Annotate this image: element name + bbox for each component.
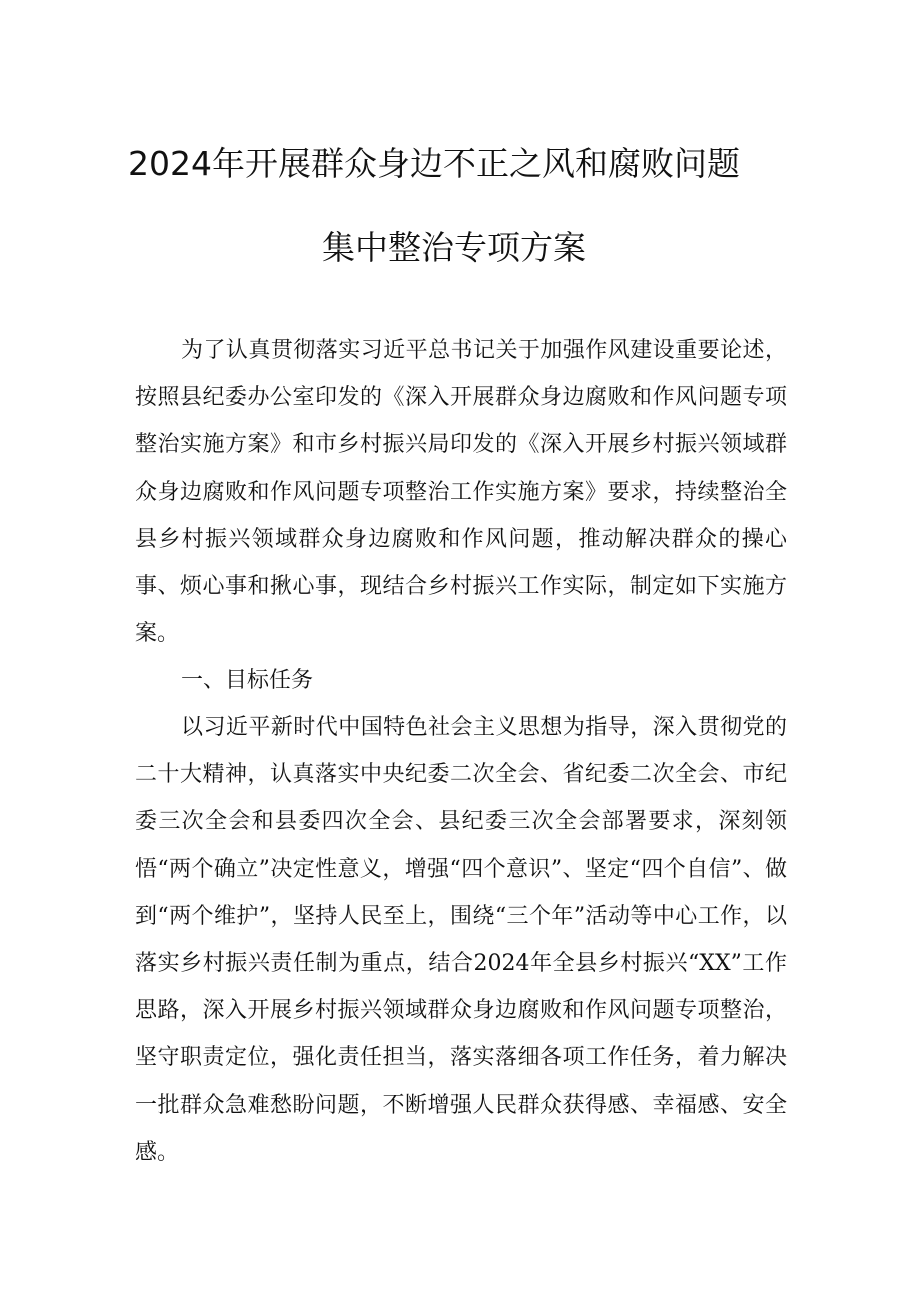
document-title-line-1: 2024年开展群众身边不正之风和腐败问题 <box>128 144 740 183</box>
intro-paragraph: 为了认真贯彻落实习近平总书记关于加强作风建设重要论述，按照县纪委办公室印发的《深入开展群众身边腐败和作风问题专项整治实施方案》和市乡村振兴局印发的《深入开展乡村振兴领域群众身边腐败和作风问题专项整治工作实施方案》要求，持续整治全县乡村振兴领域群众身边腐败和作风问题，推动解决群众的操心事、烦心事和揪心事，现结合乡村振兴工作实际，制定如下实施方案。 <box>135 338 787 647</box>
document-title-line-2: 集中整治专项方案 <box>322 228 586 267</box>
section-heading-goals: 一、目标任务 <box>181 668 314 693</box>
goals-paragraph: 以习近平新时代中国特色社会主义思想为指导，深入贯彻党的二十大精神，认真落实中央纪委二次全会、省纪委二次全会、市纪委三次全会和县委四次全会、县纪委三次全会部署要求，深刻领悟“两个确立”决定性意义，增强“四个意识”、坚定“四个自信”、做到“两个维护”，坚持人民至上，围绕“三个年”活动等中心工作，以落实乡村振兴责任制为重点，结合2024年全县乡村振兴“XX”工作思路，深入开展乡村振兴领域群众身边腐败和作风问题专项整治，坚守职责定位，强化责任担当，落实落细各项工作任务，着力解决一批群众急难愁盼问题，不断增强人民群众获得感、幸福感、安全感。 <box>135 715 787 1165</box>
